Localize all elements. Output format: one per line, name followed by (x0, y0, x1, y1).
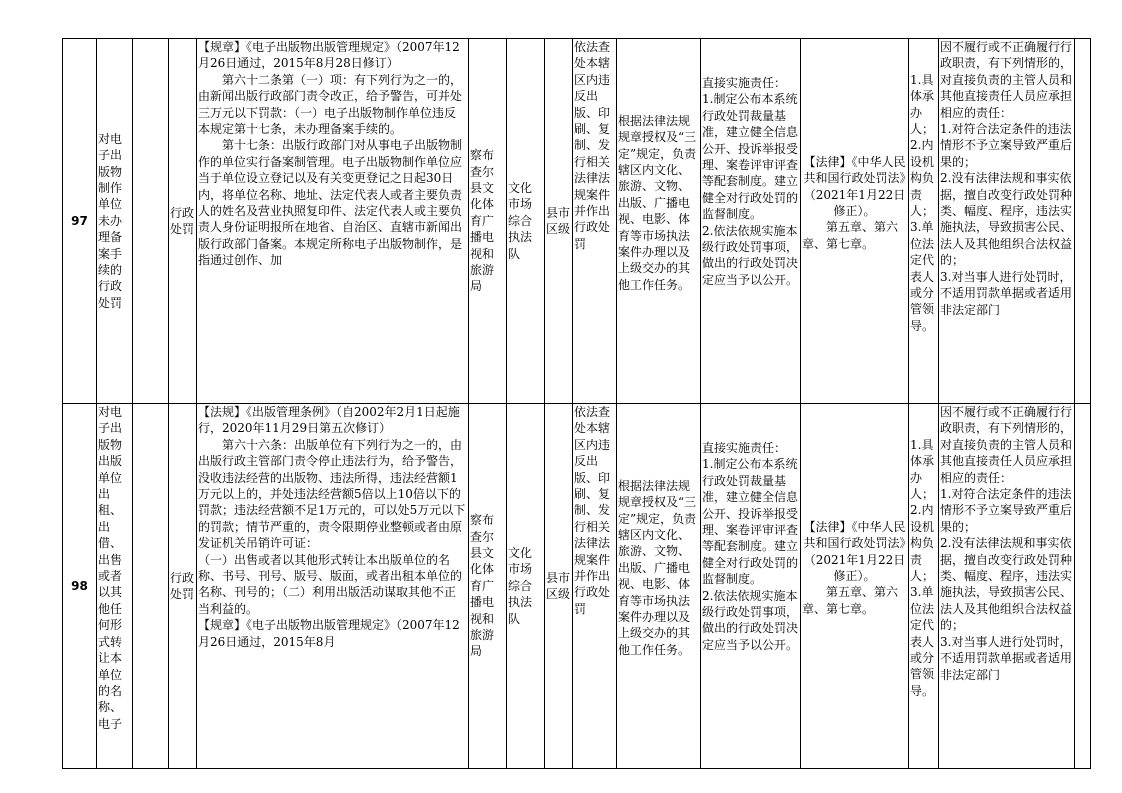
table-row (63, 39, 1091, 404)
accountability-intro: 因不履行或不正确履行行政职责，有下列情形的，对直接负责的主管人员和其他直接责任人员应承担相应的责任： (940, 405, 1073, 485)
sub-item-cell (133, 404, 169, 769)
subject-item: 3.单位法定代表人或分管领导。 (910, 585, 935, 698)
basis-title: 【法规】《出版管理条例》（自2002年2月1日起施行，2020年11月29日第五次修订） (198, 405, 460, 436)
power-type-cell (169, 404, 197, 769)
duty-heading: 直接实施责任： (702, 441, 787, 455)
power-type: 行政处罚 (170, 570, 195, 601)
duty-item: 2.依法依规实施本级行政处罚事项，做出的行政处罚决定应当予以公开。 (702, 223, 799, 287)
level: 县市区级 (546, 570, 571, 601)
item-name: 对电子出版物出版单位出租、出借、出售或者以其他任何形式转让本单位的名称、电子 (98, 405, 123, 731)
subject-item: 3.单位法定代表人或分管领导。 (910, 220, 935, 333)
table-row (63, 404, 1091, 769)
duty-heading: 直接实施责任： (702, 76, 787, 90)
accountability-item: 3.对当事人进行处罚时，不适用罚款单据或者适用非法定部门 (940, 269, 1073, 317)
subject-item: 1.具体承办人； (910, 72, 935, 136)
scope-cell (573, 404, 617, 769)
subject-item: 2.内设机构负责人； (910, 503, 935, 583)
enforcement-body: 文化市场综合执法队 (508, 180, 533, 261)
subject-item: 2.内设机构负责人； (910, 138, 935, 218)
basis-title: 【规章】《电子出版物出版管理规定》（2007年12月26日通过，2015年8月 (198, 618, 460, 649)
accountability-item: 1.对符合法定条件的违法情形不予立案导致严重后果的； (940, 487, 1073, 534)
accountability-cell (939, 39, 1075, 404)
level-cell (545, 39, 573, 404)
level-cell (545, 404, 573, 769)
law-cell (801, 404, 909, 769)
sub-item-cell (133, 39, 169, 404)
scope-cell (573, 39, 617, 404)
duty-item: 2.依法依规实施本级行政处罚事项，做出的行政处罚决定应当予以公开。 (702, 588, 799, 652)
accountability-item: 2.没有法律法规和事实依据，擅自改变行政处罚种类、幅度、程序，违法实施执法，导致损害公民、法人及其他组织合法权益的； (940, 536, 1073, 633)
duty-item: 1.制定公布本系统行政处罚裁量基准，建立健全信息公开、投诉举报受理、案卷评审评查等配套制度。建立健全对行政处罚的监督制度。 (702, 457, 799, 587)
item-name: 对电子出版物制作单位未办理备案手续的行政处罚 (98, 131, 123, 310)
department: 察布查尔县文化体育广播电视和旅游局 (470, 513, 495, 659)
responsibility-cell (617, 39, 701, 404)
law-chapters: 第五章、第六章、第七章。 (802, 585, 899, 616)
responsibility: 根据法律法规规章授权及“三定”规定，负责辖区内文化、旅游、文物、出版、广播电视、电影、体育等市场执法案件办理以及上级交办的其他工作任务。 (618, 113, 697, 292)
note-cell (1075, 404, 1091, 769)
duty-cell (701, 39, 801, 404)
subject-cell (909, 404, 939, 769)
law-title: 【法律】《中华人民共和国行政处罚法》（2021年1月22日修正）。 (803, 154, 906, 218)
note-cell (1075, 39, 1091, 404)
item-name-cell (97, 39, 133, 404)
law-cell (801, 39, 909, 404)
basis-article: 第六十二条第（一）项：有下列行为之一的，由新闻出版行政部门责令改正，给予警告，可并处三万元以下罚款：（一）电子出版物制作单位违反本规定第十七条，未办理备案手续的。 (198, 72, 463, 137)
power-list-table (62, 38, 1091, 769)
power-type-cell (169, 39, 197, 404)
enforcement-body-cell (507, 39, 545, 404)
row-number: 98 (63, 404, 97, 769)
basis-article: 第六十六条：出版单位有下列行为之一的，由出版行政主管部门责令停止违法行为，给予警告，没收违法经营的出版物、违法所得，违法经营额1万元以上的，并处违法经营额5倍以上10倍以下的罚款；违法经营额不足1万元的，可以处5万元以下的罚款；情节严重的，责令限期停业整顿或者由原发证机关吊销许可证： (198, 437, 466, 551)
accountability-item: 1.对符合法定条件的违法情形不予立案导致严重后果的； (940, 122, 1073, 169)
basis-article: （一）出售或者以其他形式转让本出版单位的名称、书号、刊号、版号、版面，或者出租本单位的名称、刊号的；（二）利用出版活动谋取其他不正当利益的。 (198, 552, 463, 616)
accountability-item: 3.对当事人进行处罚时，不适用罚款单据或者适用非法定部门 (940, 634, 1073, 682)
department-cell (469, 39, 507, 404)
basis-cell (197, 39, 469, 404)
power-type: 行政处罚 (170, 205, 195, 236)
enforcement-body-cell (507, 404, 545, 769)
department-cell (469, 404, 507, 769)
basis-article: 第十七条：出版行政部门对从事电子出版物制作的单位实行备案制管理。电子出版物制作单位应当于单位设立登记以及有关变更登记之日起30日内，将单位名称、地址、法定代表人或者主要负责人的姓名及营业执照复印件、法定代表人或主要负责人身份证明报所在地省、自治区、直辖市新闻出版行政部门备案。本规定所称电子出版物制作，是指通过创作、加 (198, 138, 463, 268)
law-title: 【法律】《中华人民共和国行政处罚法》（2021年1月22日修正）。 (803, 519, 906, 583)
basis-cell (197, 404, 469, 769)
subject-item: 1.具体承办人； (910, 437, 935, 501)
row-number: 97 (63, 39, 97, 404)
subject-cell (909, 39, 939, 404)
accountability-item: 2.没有法律法规和事实依据，擅自改变行政处罚种类、幅度、程序，违法实施执法，导致损害公民、法人及其他组织合法权益的； (940, 171, 1073, 268)
responsibility: 根据法律法规规章授权及“三定”规定，负责辖区内文化、旅游、文物、出版、广播电视、电影、体育等市场执法案件办理以及上级交办的其他工作任务。 (618, 478, 697, 657)
law-chapters: 第五章、第六章、第七章。 (802, 220, 899, 251)
department: 察布查尔县文化体育广播电视和旅游局 (470, 148, 495, 294)
level: 县市区级 (546, 205, 571, 236)
accountability-intro: 因不履行或不正确履行行政职责，有下列情形的，对直接负责的主管人员和其他直接责任人员应承担相应的责任： (940, 40, 1073, 120)
scope: 依法查处本辖区内违反出版、印刷、复制、发行相关法律法规案件并作出行政处罚 (574, 40, 611, 251)
responsibility-cell (617, 404, 701, 769)
accountability-cell (939, 404, 1075, 769)
enforcement-body: 文化市场综合执法队 (508, 545, 533, 626)
duty-item: 1.制定公布本系统行政处罚裁量基准，建立健全信息公开、投诉举报受理、案卷评审评查等配套制度。建立健全对行政处罚的监督制度。 (702, 92, 799, 222)
duty-cell (701, 404, 801, 769)
item-name-cell (97, 404, 133, 769)
scope: 依法查处本辖区内违反出版、印刷、复制、发行相关法律法规案件并作出行政处罚 (574, 405, 611, 616)
basis-title: 【规章】《电子出版物出版管理规定》（2007年12月26日通过，2015年8月28日修订） (198, 40, 460, 71)
